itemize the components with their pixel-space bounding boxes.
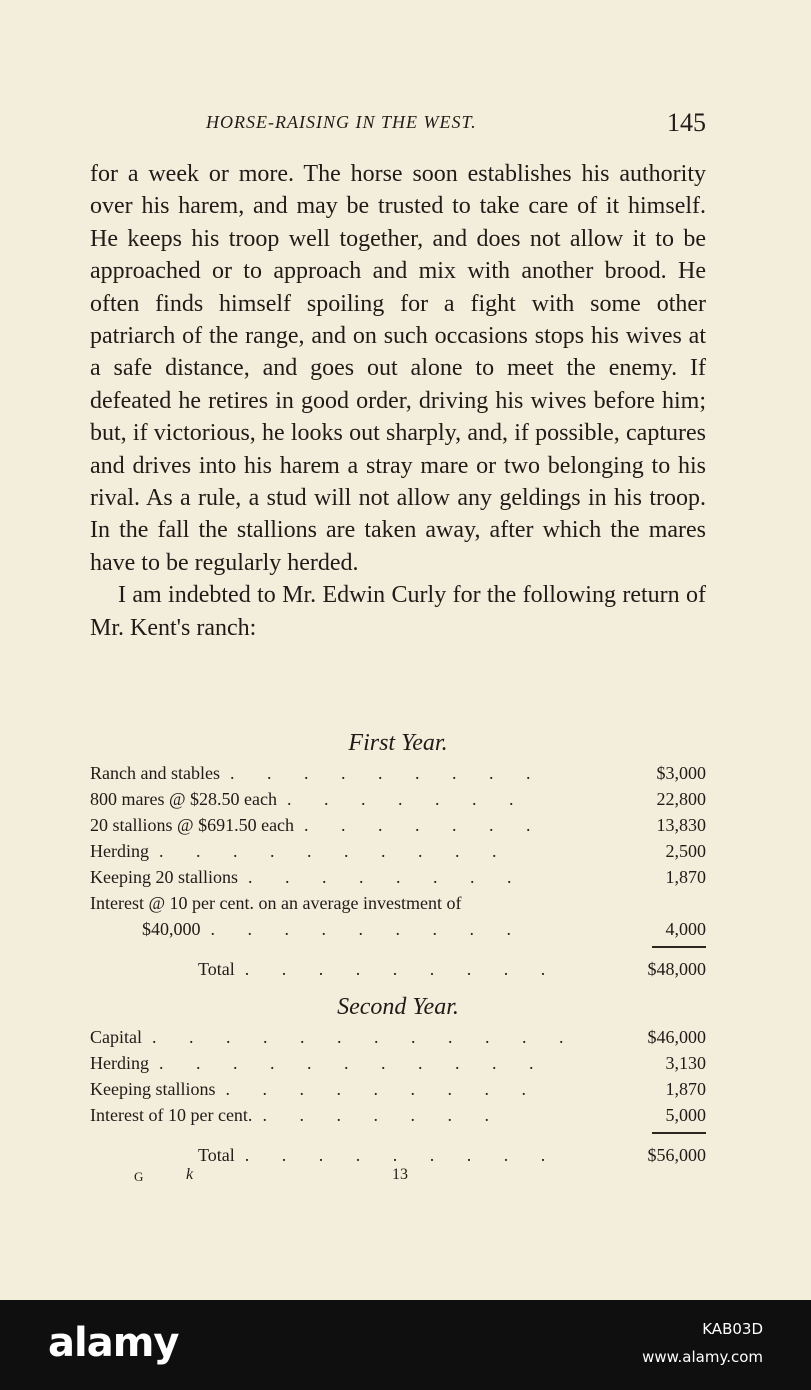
table-row [90, 864, 706, 890]
image-id: KAB03D [702, 1320, 763, 1338]
body-text [90, 158, 706, 644]
row-label: 20 stallions @ $691.50 each [90, 815, 295, 835]
table-row [90, 786, 706, 812]
total-label: Total [198, 959, 235, 979]
signature-letter: k [186, 1166, 194, 1183]
row-label: Keeping 20 stallions [90, 867, 238, 887]
table-row [90, 1050, 706, 1076]
signature-mark: G [134, 1169, 144, 1184]
paragraph: I am indebted to Mr. Edwin Curly for the following return of Mr. Kent's ranch: [90, 582, 706, 641]
row-amount: 22,800 [656, 789, 706, 809]
dot-leader: . . . . . . . . . . . [158, 1053, 548, 1073]
dot-leader: . . . . . . . . . [210, 919, 525, 939]
table-row [90, 1076, 706, 1102]
watermark-footer [0, 1300, 811, 1390]
total-row [90, 1142, 706, 1168]
dot-leader: . . . . . . . . . . [158, 841, 511, 861]
paragraph: for a week or more. The horse soon establishes his authority over his harem, and may be trusted to take care of it himself. He keeps his troop well together, and does not allow it to be approached or to approach and mix with another brood. He often finds himself spoiling for a fight with some other patriarch of the range, and on such occasions stops his wives at a safe distance, and goes out alone to meet the enemy. If defeated he retires in good order, driving his wives before him; but, if victorious, he looks out sharply, and, if possible, captures and drives into his harem a stray mare or two belonging to his rival. As a rule, a stud will not allow any geldings in his troop. In the fall the stallions are taken away, after which the mares have to be regularly herded. [90, 161, 706, 576]
dot-leader: . . . . . . . . . [244, 959, 560, 979]
dot-leader: . . . . . . . [287, 789, 528, 809]
total-row [90, 956, 706, 982]
row-label: Herding [90, 841, 149, 861]
dot-leader: . . . . . . . . . [244, 1145, 560, 1165]
dot-leader: . . . . . . . . . [225, 1079, 540, 1099]
table-row [90, 1024, 706, 1050]
total-label: Total [198, 1145, 235, 1165]
row-amount: 5,000 [665, 1105, 706, 1125]
row-amount: 1,870 [665, 867, 706, 887]
first-year-heading: First Year. [348, 730, 448, 756]
row-amount: 4,000 [665, 919, 706, 939]
row-label: $40,000 [142, 919, 201, 939]
ranch-accounts-table [90, 726, 706, 1168]
row-label: Ranch and stables [90, 763, 220, 783]
page-number: 145 [667, 108, 706, 137]
dot-leader: . . . . . . . . . [229, 763, 545, 783]
table-row [90, 838, 706, 864]
row-amount: $46,000 [647, 1027, 706, 1047]
signature-number: 13 [392, 1166, 408, 1183]
row-label: 800 mares @ $28.50 each [90, 789, 278, 809]
site-url: www.alamy.com [642, 1348, 763, 1366]
table-row [90, 812, 706, 838]
row-label: Herding [90, 1053, 149, 1073]
running-head [90, 108, 706, 144]
table-row [90, 1102, 706, 1128]
row-label: Interest of 10 per cent. [90, 1105, 253, 1125]
dot-leader: . . . . . . . . [247, 867, 526, 887]
brand-logo: alamy [48, 1320, 179, 1366]
row-amount: 1,870 [665, 1079, 706, 1099]
row-label: Capital [90, 1027, 142, 1047]
second-year-heading: Second Year. [337, 994, 459, 1020]
table-row [90, 890, 706, 916]
dot-leader: . . . . . . . [262, 1105, 503, 1125]
table-row [90, 916, 706, 942]
row-amount: 3,130 [665, 1053, 706, 1073]
row-amount: 2,500 [665, 841, 706, 861]
running-title: HORSE-RAISING IN THE WEST. [206, 112, 477, 132]
table-row [90, 760, 706, 786]
row-label: Keeping stallions [90, 1079, 216, 1099]
dot-leader: . . . . . . . [304, 815, 545, 835]
dot-leader: . . . . . . . . . . . . [152, 1027, 578, 1047]
row-amount: 13,830 [656, 815, 706, 835]
total-amount: $56,000 [647, 1145, 706, 1165]
row-amount: $3,000 [656, 763, 706, 783]
interest-line: Interest @ 10 per cent. on an average investment of [90, 893, 462, 913]
total-amount: $48,000 [647, 959, 706, 979]
